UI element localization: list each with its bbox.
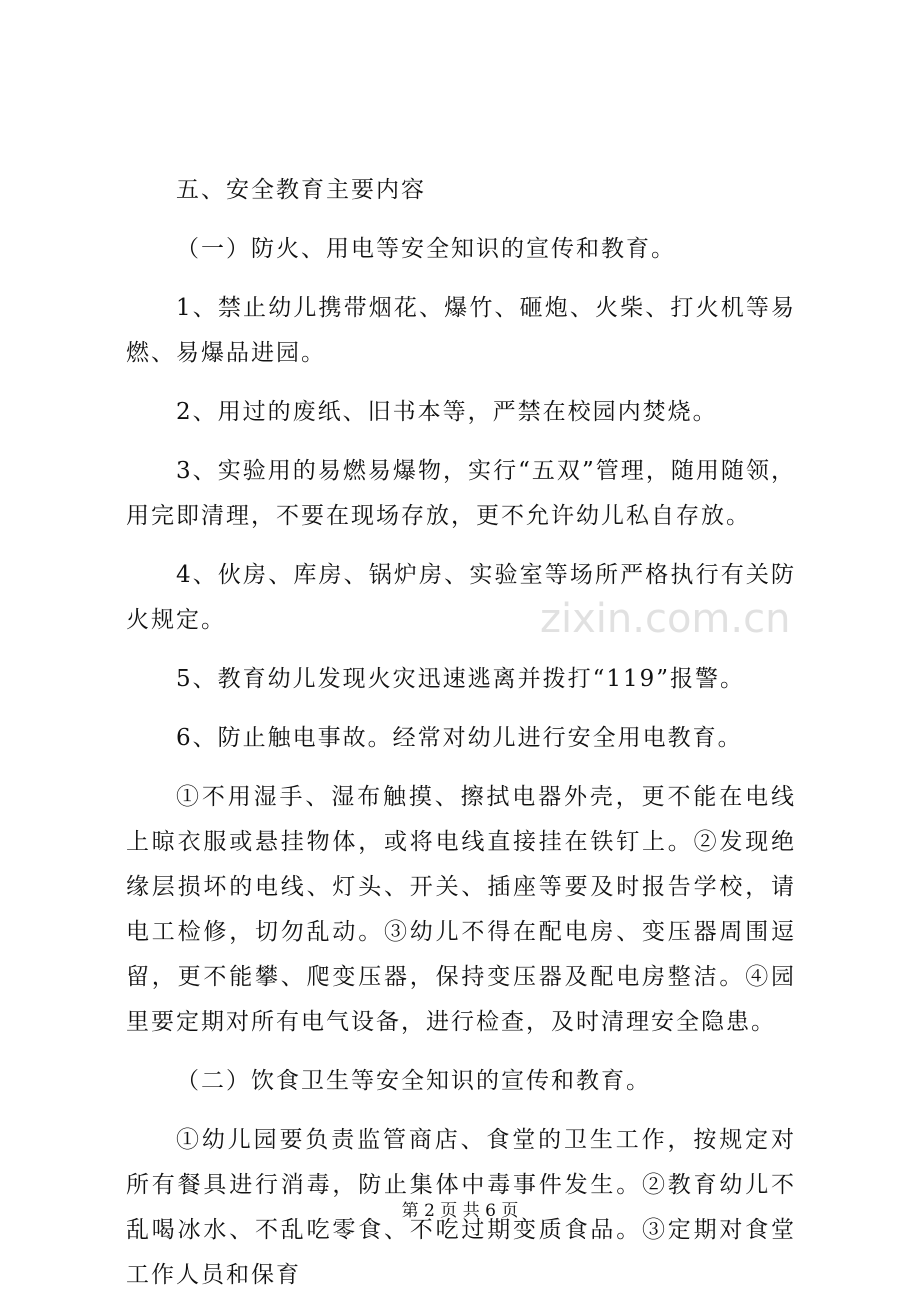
paragraph: ①不用湿手、湿布触摸、擦拭电器外壳，更不能在电线上晾衣服或悬挂物体，或将电线直接挂在铁钉上。②发现绝缘层损坏的电线、灯头、开关、插座等要及时报告学校，请电工检修，切勿乱动。③幼儿不得在配电房、变压器周围逗留，更不能攀、爬变压器，保持变压器及配电房整洁。④园里要定期对所有电气设备，进行检查，及时清理安全隐患。	[126, 784, 796, 1035]
page-number-footer: 第 2 页 共 6 页	[401, 1201, 519, 1221]
paragraph: ①幼儿园要负责监管商店、食堂的卫生工作，按规定对所有餐具进行消毒，防止集体中毒事件发生。②教育幼儿不乱喝冰水、不乱吃零食、不吃过期变质食品。③定期对食堂工作人员和保育	[126, 1127, 796, 1288]
watermark: zixin.com.cn	[540, 596, 791, 642]
paragraph: 2、用过的废纸、旧书本等，严禁在校园内焚烧。	[176, 399, 718, 425]
paragraph: 1、禁止幼儿携带烟花、爆竹、砸炮、火柴、打火机等易燃、易爆品进园。	[126, 295, 796, 366]
subsection-heading: （二）饮食卫生等安全知识的宣传和教育。	[176, 1068, 651, 1094]
paragraph: 5、教育幼儿发现火灾迅速逃离并拨打“119”报警。	[176, 666, 746, 692]
document-body	[126, 168, 796, 1312]
subsection-heading: （一）防火、用电等安全知识的宣传和教育。	[176, 236, 676, 262]
paragraph: 3、实验用的易燃易爆物，实行“五双”管理，随用随领，用完即清理，不要在现场存放，更不允许幼儿私自存放。	[126, 458, 796, 529]
paragraph: 4、伙房、库房、锅炉房、实验室等场所严格执行有关防火规定。	[126, 562, 796, 633]
paragraph: 6、防止触电事故。经常对幼儿进行安全用电教育。	[176, 725, 743, 751]
section-heading: 五、安全教育主要内容	[176, 177, 426, 203]
